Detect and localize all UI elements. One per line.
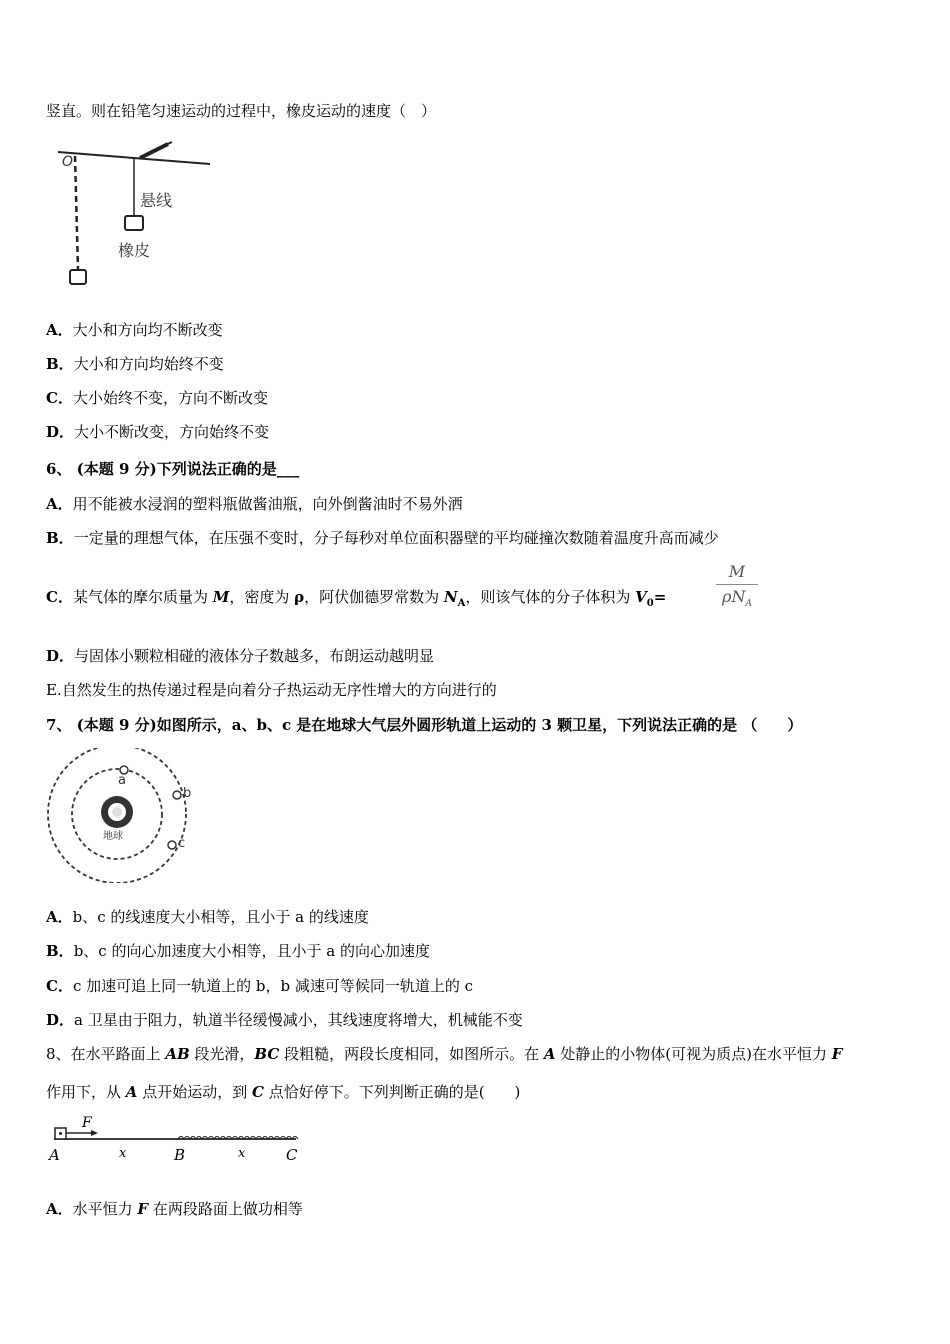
satellite-c-label: c (178, 836, 186, 851)
q8-stem-line1: 8、在水平路面上 AB 段光滑，BC 段粗糙，两段长度相同，如图所示。在 A 处静止的小物体(可视为质点)在水平恒力 F (46, 1045, 843, 1063)
q7-option-b: B．b、c 的向心加速度大小相等，且小于 a 的向心加速度 (46, 942, 430, 960)
q8-option-a: A．水平恒力 F 在两段路面上做功相等 (46, 1200, 303, 1218)
point-b-label: B (174, 1146, 186, 1164)
eraser-label: 橡皮 (118, 241, 151, 260)
length-x1-label: x (119, 1146, 127, 1161)
q7-option-a: A．b、c 的线速度大小相等，且小于 a 的线速度 (46, 908, 369, 926)
q7-option-c: C．c 加速可追上同一轨道上的 b，b 减速可等候同一轨道上的 c (46, 977, 474, 995)
satellite-c (168, 841, 176, 849)
force-label: F (82, 1115, 92, 1131)
eraser (125, 216, 143, 230)
pencil-eraser-figure (50, 140, 225, 295)
q6-option-c: C．某气体的摩尔质量为 M，密度为 ρ，阿伏伽德罗常数为 $N_A$，则该气体的分子体积为 $V_0=$ (46, 588, 667, 609)
satellite-orbit-figure (45, 748, 205, 883)
eraser-initial (70, 270, 86, 284)
q6-option-a: A．用不能被水浸润的塑料瓶做酱油瓶，向外倒酱油时不易外洒 (46, 495, 463, 513)
thread-label: 悬线 (140, 191, 173, 210)
q6-option-d: D．与固体小颗粒相碰的液体分子数越多，布朗运动越明显 (46, 647, 435, 665)
q7-option-d: D．a 卫星由于阻力，轨道半径缓慢减小，其线速度将增大，机械能不变 (46, 1011, 523, 1029)
intro-line: 竖直。则在铅笔匀速运动的过程中，橡皮运动的速度（ ） (46, 102, 437, 120)
road-figure (46, 1112, 306, 1168)
q6-stem: 6、 (本题 9 分)下列说法正确的是___ (46, 460, 300, 478)
q6-option-b: B．一定量的理想气体，在压强不变时，分子每秒对单位面积器壁的平均碰撞次数随着温度升高而减少 (46, 529, 719, 547)
earth-label: 地球 (103, 831, 123, 842)
q7-stem: 7、 (本题 9 分)如图所示，a、b、c 是在地球大气层外圆形轨道上运动的 3 颗卫星，下列说法正确的是 （ ） (46, 716, 803, 734)
q6-option-e: E.自然发生的热传递过程是向着分子热运动无序性增大的方向进行的 (46, 681, 497, 699)
q5-option-b: B．大小和方向均始终不变 (46, 355, 224, 373)
q5-option-d: D．大小不断改变，方向始终不变 (46, 423, 270, 441)
point-o-label: O (62, 154, 74, 170)
q5-option-a: A．大小和方向均不断改变 (46, 321, 223, 339)
q8-stem-line2: 作用下，从 A 点开始运动，到 C 点恰好停下。下列判断正确的是( ) (46, 1083, 521, 1101)
point-a-label: A (49, 1146, 60, 1164)
satellite-b (173, 791, 181, 799)
satellite-b-label: b (183, 786, 192, 801)
length-x2-label: x (238, 1146, 246, 1161)
q5-option-c: C．大小始终不变，方向不断改变 (46, 389, 268, 407)
satellite-a-label: a (118, 773, 126, 788)
point-c-label: C (286, 1146, 298, 1164)
formula-fraction: M $\rho N_A$ (716, 562, 758, 614)
